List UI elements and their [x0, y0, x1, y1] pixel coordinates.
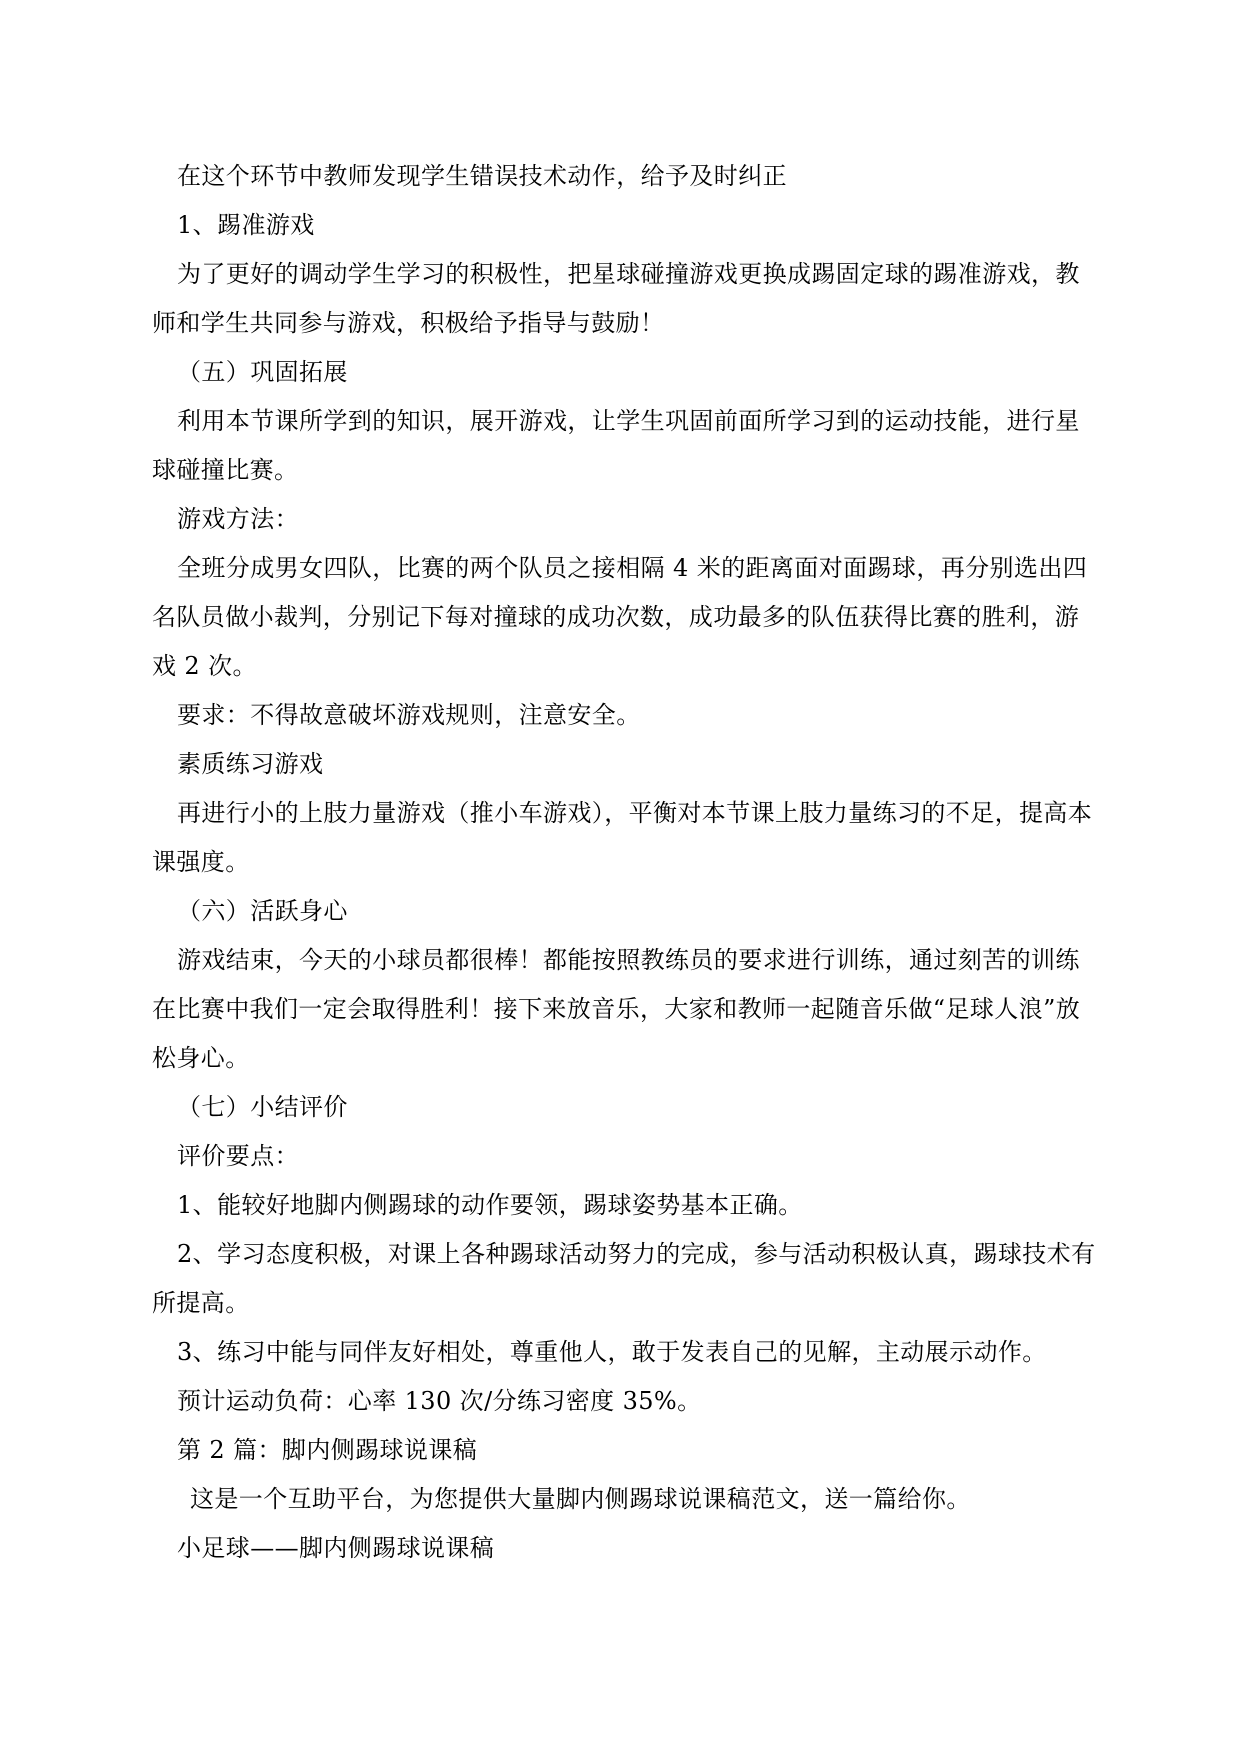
- evaluation-point-3: 3、练习中能与同伴友好相处，尊重他人，敢于发表自己的见解，主动展示动作。: [177, 1338, 1047, 1366]
- paragraph-game-end: 游戏结束，今天的小球员都很棒！都能按照教练员的要求进行训练，通过刻苦的训练在比赛中我们一定会取得胜利！接下来放音乐，大家和教师一起随音乐做“足球人浪”放松身心。: [152, 946, 1081, 1072]
- section-heading-consolidate: （五）巩固拓展: [177, 358, 348, 386]
- paragraph-correction: 在这个环节中教师发现学生错误技术动作，给予及时纠正: [177, 162, 787, 190]
- paragraph-requirements: 要求：不得故意破坏游戏规则，注意安全。: [177, 701, 641, 729]
- heading-kick-accuracy-game: 1、踢准游戏: [177, 211, 315, 239]
- label-fitness-game: 素质练习游戏: [177, 750, 324, 778]
- article-2-title: 第 2 篇：脚内侧踢球说课稿: [177, 1436, 478, 1464]
- paragraph-kick-accuracy-description: 为了更好的调动学生学习的积极性，把星球碰撞游戏更换成踢固定球的踢准游戏，教师和学生共同参与游戏，积极给予指导与鼓励！: [152, 260, 1080, 337]
- label-evaluation-points: 评价要点：: [177, 1142, 299, 1170]
- section-heading-summary: （七）小结评价: [177, 1093, 348, 1121]
- label-game-method: 游戏方法：: [177, 505, 299, 533]
- paragraph-planet-collision-match: 利用本节课所学到的知识，展开游戏，让学生巩固前面所学习到的运动技能，进行星球碰撞比赛。: [152, 407, 1080, 484]
- paragraph-fitness-game: 再进行小的上肢力量游戏（推小车游戏），平衡对本节课上肢力量练习的不足，提高本课强度。: [152, 799, 1093, 876]
- paragraph-exercise-load: 预计运动负荷：心率 130 次/分练习密度 35%。: [177, 1387, 702, 1415]
- section-heading-activate: （六）活跃身心: [177, 897, 348, 925]
- paragraph-platform-intro: 这是一个互助平台，为您提供大量脚内侧踢球说课稿范文，送一篇给你。: [190, 1485, 971, 1513]
- evaluation-point-1: 1、能较好地脚内侧踢球的动作要领，踢球姿势基本正确。: [177, 1191, 803, 1219]
- article-subtitle: 小足球——脚内侧踢球说课稿: [177, 1534, 495, 1562]
- document-body: [152, 152, 1102, 1573]
- evaluation-point-2: 2、学习态度积极，对课上各种踢球活动努力的完成，参与活动积极认真，踢球技术有所提高。: [152, 1240, 1096, 1317]
- paragraph-game-method: 全班分成男女四队，比赛的两个队员之接相隔 4 米的距离面对面踢球，再分别选出四名队员做小裁判，分别记下每对撞球的成功次数，成功最多的队伍获得比赛的胜利，游戏 2 次。: [152, 554, 1088, 680]
